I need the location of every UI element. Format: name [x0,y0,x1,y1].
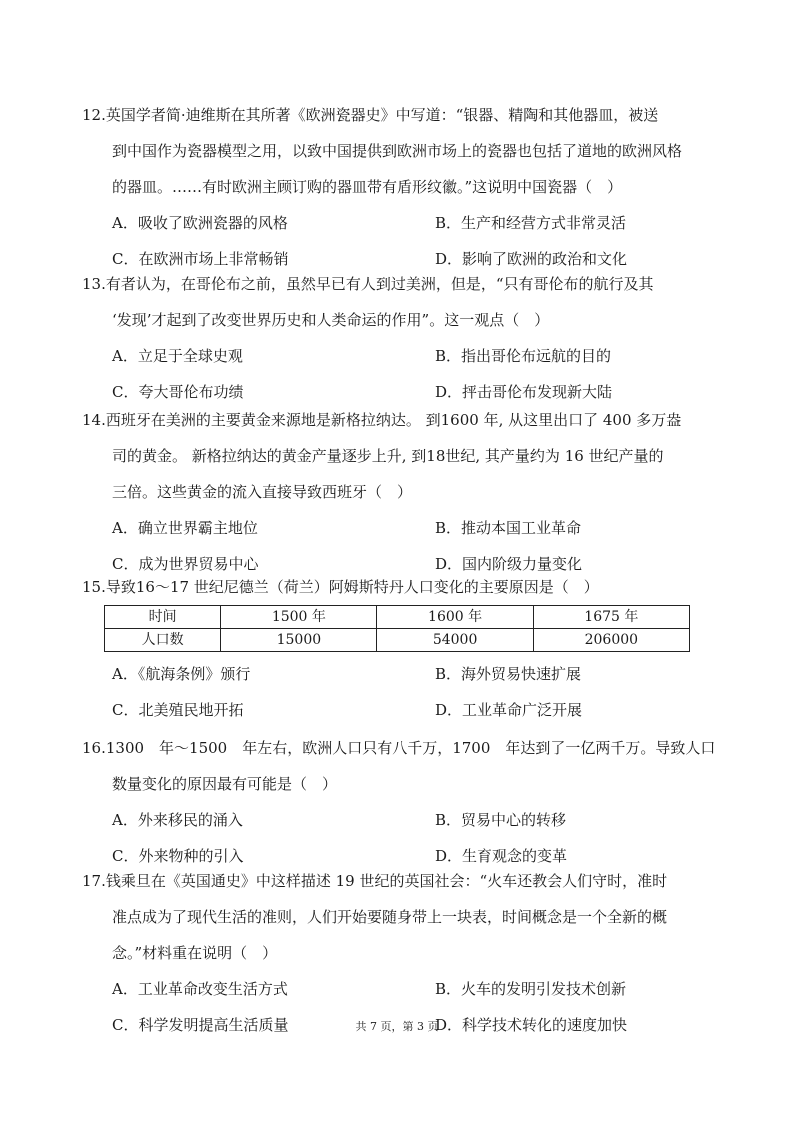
stem-line [82,402,722,438]
option-a[interactable]: A．外来移民的涌入 [112,811,243,829]
option-d[interactable]: D．工业革命广泛开展 [435,701,583,719]
stem-text: 英国学者简·迪维斯在其所著《欧洲瓷器史》中写道：“银器、精陶和其他器皿，被送 [105,106,659,124]
population-table [104,605,690,652]
question-number: 12. [82,106,106,124]
option-c[interactable]: C．成为世界贸易中心 [112,555,259,573]
option-a[interactable]: A．吸收了欧洲瓷器的风格 [112,214,288,232]
stem-line: ‘发现’才起到了改变世界历史和人类命运的作用”。这一观点（ ） [112,311,550,329]
question-15 [82,571,722,728]
stem-text: 导致16～17 世纪尼德兰（荷兰）阿姆斯特丹人口变化的主要原因是（ ） [105,578,599,596]
option-d[interactable]: D．生育观念的变革 [435,847,568,865]
question-12 [82,97,722,277]
page-footer: 共 7 页，第 3 页 [355,1020,439,1033]
stem-line [82,266,722,302]
option-d[interactable]: D．影响了欧洲的政治和文化 [435,250,628,268]
question-number: 14. [82,411,106,429]
table-cell: 人口数 [105,629,221,652]
option-b[interactable]: B．指出哥伦布远航的目的 [435,347,612,365]
question-17 [82,863,722,1043]
option-a[interactable]: A．确立世界霸主地位 [112,519,258,537]
table-wrap [82,605,722,652]
option-c[interactable]: C．科学发明提高生活质量 [112,1016,289,1034]
stem-line [82,863,722,899]
option-d[interactable]: D．科学技术转化的速度加快 [435,1016,628,1034]
question-stem [82,863,722,971]
table-cell: 15000 [221,629,377,652]
option-b[interactable]: B．火车的发明引发技术创新 [435,980,627,998]
table-cell: 1600 年 [377,606,533,629]
stem-text: 有者认为，在哥伦布之前，虽然早已有人到过美洲，但是，“只有哥伦布的航行及其 [105,275,654,293]
stem-line: 三倍。这些黄金的流入直接导致西班牙（ ） [112,483,413,501]
question-number: 15. [82,578,106,596]
option-a[interactable]: A．《航海条例》颁行 [112,665,251,683]
table-cell: 1500 年 [221,606,377,629]
question-stem [82,266,722,338]
table-cell: 时间 [105,606,221,629]
stem-line: 数量变化的原因最有可能是（ ） [112,775,338,793]
option-c[interactable]: C．在欧洲市场上非常畅销 [112,250,289,268]
stem-line: 的器皿。……有时欧洲主顾订购的器皿带有盾形纹徽。”这说明中国瓷器（ ） [112,178,623,196]
question-stem [82,730,722,802]
table-cell: 1675 年 [533,606,689,629]
option-d[interactable]: D．抨击哥伦布发现新大陆 [435,383,613,401]
table-cell: 54000 [377,629,533,652]
stem-line: 念。”材料重在说明（ ） [112,944,278,962]
stem-text: 西班牙在美洲的主要黄金来源地是新格拉纳达。 到1600 年, 从这里出口了 400 多万盎 [105,411,682,429]
option-c[interactable]: C．夸大哥伦布功绩 [112,383,244,401]
stem-line: 司的黄金。 新格拉纳达的黄金产量逐步上升, 到18世纪, 其产量约为 16 世纪产量的 [112,447,664,465]
question-stem [82,571,722,603]
option-d[interactable]: D．国内阶级力量变化 [435,555,583,573]
stem-line [82,97,722,133]
stem-line [82,730,722,766]
table-cell: 206000 [533,629,689,652]
table-row [105,629,690,652]
option-a[interactable]: A．立足于全球史观 [112,347,243,365]
stem-line [82,571,722,603]
option-c[interactable]: C．外来物种的引入 [112,847,244,865]
table-header-row [105,606,690,629]
option-b[interactable]: B．生产和经营方式非常灵活 [435,214,627,232]
question-stem [82,97,722,205]
question-number: 13. [82,275,106,293]
option-c[interactable]: C．北美殖民地开拓 [112,701,244,719]
stem-line: 准点成为了现代生活的准则，人们开始要随身带上一块表，时间概念是一个全新的概 [112,908,668,926]
option-b[interactable]: B．贸易中心的转移 [435,811,567,829]
stem-text: 钱乘旦在《英国通史》中这样描述 19 世纪的英国社会：“火车还教会人们守时，准时 [105,872,668,890]
options [82,656,722,728]
stem-line: 到中国作为瓷器模型之用，以致中国提供到欧洲市场上的瓷器也包括了道地的欧洲风格 [112,142,683,160]
option-a[interactable]: A．工业革命改变生活方式 [112,980,288,998]
stem-text: 1300 年～1500 年左右，欧洲人口只有八千万，1700 年达到了一亿两千万。导致人口 [105,739,716,757]
options [82,338,722,410]
question-14 [82,402,722,582]
option-b[interactable]: B．推动本国工业革命 [435,519,582,537]
question-16 [82,730,722,874]
question-number: 16. [82,739,106,757]
question-13 [82,266,722,410]
option-b[interactable]: B．海外贸易快速扩展 [435,665,582,683]
question-number: 17. [82,872,106,890]
question-stem [82,402,722,510]
